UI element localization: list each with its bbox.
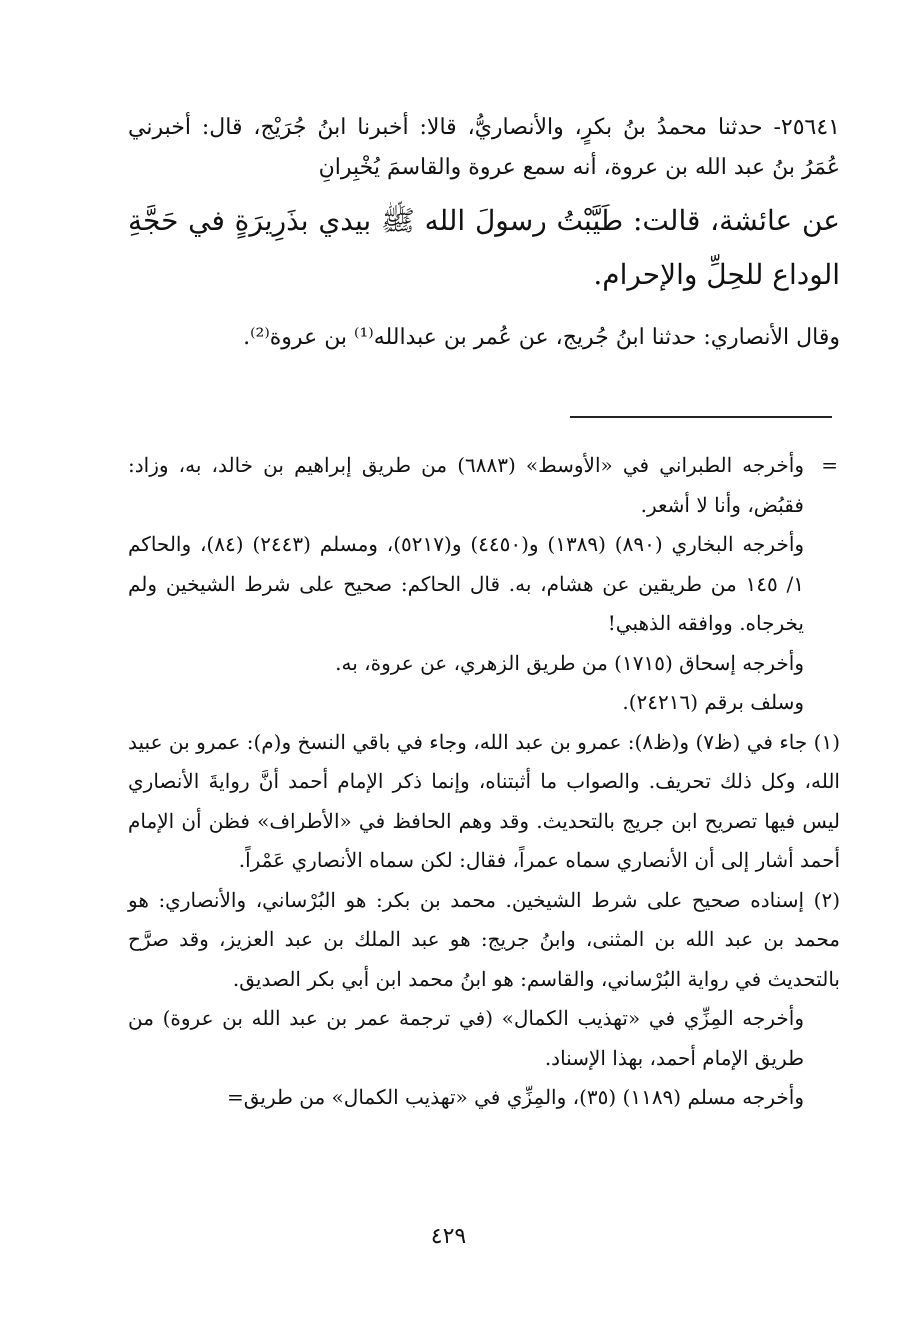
footnote-paragraph: وأخرجه إسحاق (١٧١٥) من طريق الزهري، عن عروة، به. xyxy=(335,650,804,675)
footnote-separator xyxy=(570,416,832,418)
hadith-matn: عن عائشة، قالت: طَيَّبْتُ رسولَ الله ﷺ بيدي بذَرِيرَةٍ في حَجَّةِ الوداع للحِلِّ والإحرام. xyxy=(128,204,840,291)
hadith-alternate-isnad: وقال الأنصاري: حدثنا ابنُ جُريج، عن عُمر بن عبدالله⁽¹⁾ بن عروة⁽²⁾. xyxy=(243,325,840,350)
footnote-paragraph: وأخرجه مسلم (١١٨٩) (٣٥)، والمِزِّي في «تهذيب الكمال» من طريق= xyxy=(226,1085,804,1109)
page-number: ٤٢٩ xyxy=(430,1224,467,1249)
footnotes xyxy=(128,446,840,1118)
footnote-paragraph: وسلف برقم (٢٤٢١٦). xyxy=(622,690,804,714)
footnote-paragraph: وأخرجه المِزِّي في «تهذيب الكمال» (في ترجمة عمر بن عبد الله بن عروة) من طريق الإمام أحمد، بهذا الإسناد. xyxy=(128,1006,804,1070)
hadith-text xyxy=(128,108,840,358)
footnote-2: (٢) إسناده صحيح على شرط الشيخين. محمد بن بكر: هو البُرْساني، والأنصاري: هو محمد بن عبد الله بن المثنى، وابنُ جريج: هو عبد الملك بن عبد العزيز، وقد صرَّح بالتحديث في رواية البُرْساني، والقاسم: هو ابنُ محمد ابن أبي بكر الصديق. xyxy=(128,887,840,991)
footnote-paragraph: وأخرجه الطبراني في «الأوسط» (٦٨٨٣) من طريق إبراهيم بن خالد، به، وزاد: فقبُض، وأنا لا أشعر. xyxy=(128,453,804,517)
hadith-isnad: ٢٥٦٤١- حدثنا محمدُ بنُ بكرٍ، والأنصاريُّ، قالا: أخبرنا ابنُ جُرَيْج، قال: أخبرني عُمَرُ بنُ عبد الله بن عروة، أنه سمع عروة والقاسمَ يُخْبِرانِ xyxy=(128,115,840,180)
footnote-paragraph: وأخرجه البخاري (٨٩٠) (١٣٨٩) و(٤٤٥٠) و(٥٢١٧)، ومسلم (٢٤٤٣) (٨٤)، والحاكم ١/ ١٤٥ من طريقين عن هشام، به. قال الحاكم: صحيح على شرط الشيخين ولم يخرجاه. ووافقه الذهبي! xyxy=(128,532,805,635)
continuation-mark: = xyxy=(821,453,838,477)
footnote-1: (١) جاء في (ظ٧) و(ظ٨): عمرو بن عبد الله، وجاء في باقي النسخ و(م): عمرو بن عبيد الله، وكل ذلك تحريف. والصواب ما أثبتناه، وإنما ذكر الإمام أحمد أنَّ روايةَ الأنصاري ليس فيها تصريح ابن جريج بالتحديث. وقد وهم الحافظ في «الأطراف» فظن أن الإمام أحمد أشار إلى أن الأنصاري سماه عمراً، فقال: لكن سماه الأنصاري عَمْراً. xyxy=(128,729,840,872)
